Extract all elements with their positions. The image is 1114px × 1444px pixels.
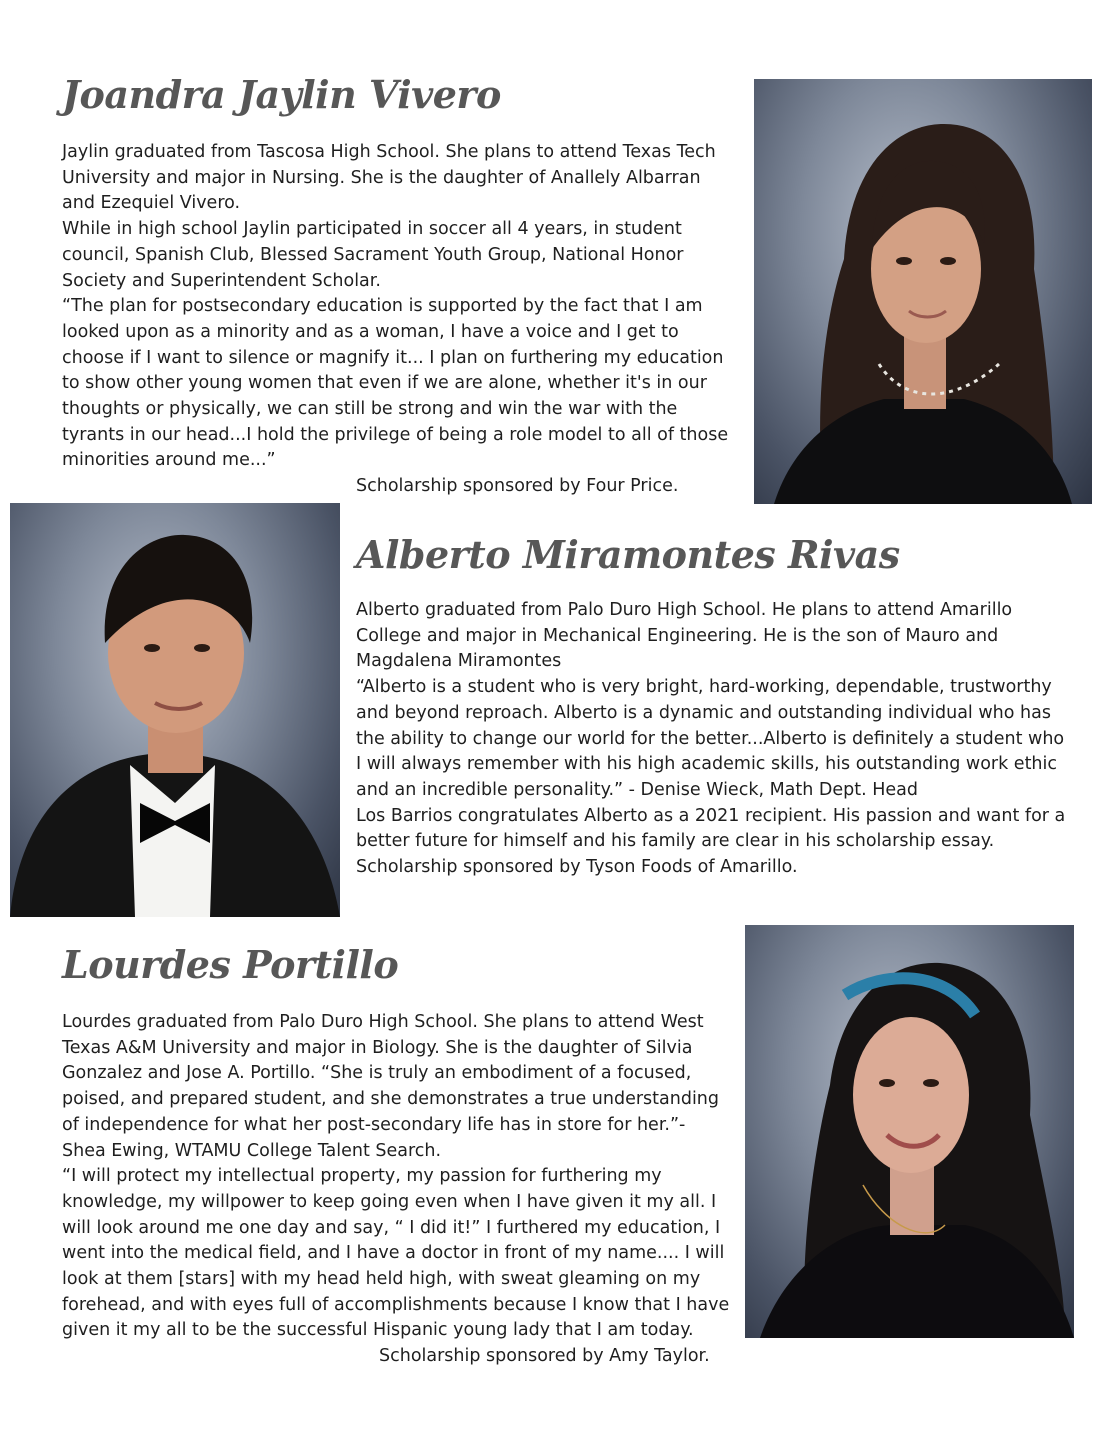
portrait-photo-rivas bbox=[10, 503, 340, 917]
sponsor-line: Scholarship sponsored by Four Price. bbox=[356, 476, 679, 497]
bio-paragraph: Los Barrios congratulates Alberto as a 2021 recipient. His passion and want for a better future for himself and his family are clear in his scholarship essay. bbox=[356, 805, 1066, 852]
portrait-photo-portillo bbox=[745, 925, 1074, 1338]
bio-paragraph: “Alberto is a student who is very bright, hard-working, dependable, trustworthy and beyond reproach. Alberto is a dynamic and outstanding individual who has the ability to change our world for the better...Alberto is definitely a student who I will always remember with his high academic skills, his outstanding work ethic and an incredible personality.” - Denise Wieck, Math Dept. Head bbox=[356, 677, 1065, 800]
profile-name-vivero: Joandra Jaylin Vivero bbox=[62, 72, 501, 117]
sponsor-line: Scholarship sponsored by Tyson Foods of Amarillo. bbox=[356, 857, 798, 878]
profile-bio-portillo bbox=[62, 1010, 730, 1370]
profile-name-rivas: Alberto Miramontes Rivas bbox=[356, 532, 900, 577]
bio-paragraph: Lourdes graduated from Palo Duro High School. She plans to attend West Texas A&M University and major in Biology. She is the daughter of Silvia Gonzalez and Jose A. Portillo. “She is truly an embodiment of a focused, poised, and prepared student, and she demonstrates a true understanding of independence for what her post-secondary life has in store for her.”- Shea Ewing, WTAMU College Talent Search. bbox=[62, 1012, 720, 1161]
bio-paragraph: Alberto graduated from Palo Duro High School. He plans to attend Amarillo College and major in Mechanical Engineering. He is the son of Mauro and Magdalena Miramontes bbox=[356, 600, 1013, 672]
sponsor-line: Scholarship sponsored by Amy Taylor. bbox=[379, 1346, 710, 1367]
bio-paragraph: While in high school Jaylin participated in soccer all 4 years, in student council, Spanish Club, Blessed Sacrament Youth Group, National Honor Society and Superintendent Scholar. bbox=[62, 219, 684, 291]
profile-bio-rivas bbox=[356, 598, 1072, 881]
portrait-photo-vivero bbox=[754, 79, 1092, 504]
profile-bio-vivero bbox=[62, 140, 730, 500]
bio-paragraph: “The plan for postsecondary education is supported by the fact that I am looked upon as a minority and as a woman, I have a voice and I get to choose if I want to silence or magnify it... I plan on furthering my education to show other young women that even if we are alone, whether it's in our thoughts or physically, we can still be strong and win the war with the tyrants in our head...I hold the privilege of being a role model to all of those minorities around me...” bbox=[62, 296, 729, 471]
bio-paragraph: Jaylin graduated from Tascosa High School. She plans to attend Texas Tech University and major in Nursing. She is the daughter of Anallely Albarran and Ezequiel Vivero. bbox=[62, 142, 716, 214]
profile-name-portillo: Lourdes Portillo bbox=[62, 942, 399, 987]
bio-paragraph: “I will protect my intellectual property, my passion for furthering my knowledge, my willpower to keep going even when I have given it my all. I will look around me one day and say, “ I did it!” I furthered my education, I went into the medical field, and I have a doctor in front of my name.... I will look at them [stars] with my head held high, with sweat gleaming on my forehead, and with eyes full of accomplishments because I know that I have given it my all to be the successful Hispanic young lady that I am today. bbox=[62, 1166, 730, 1341]
